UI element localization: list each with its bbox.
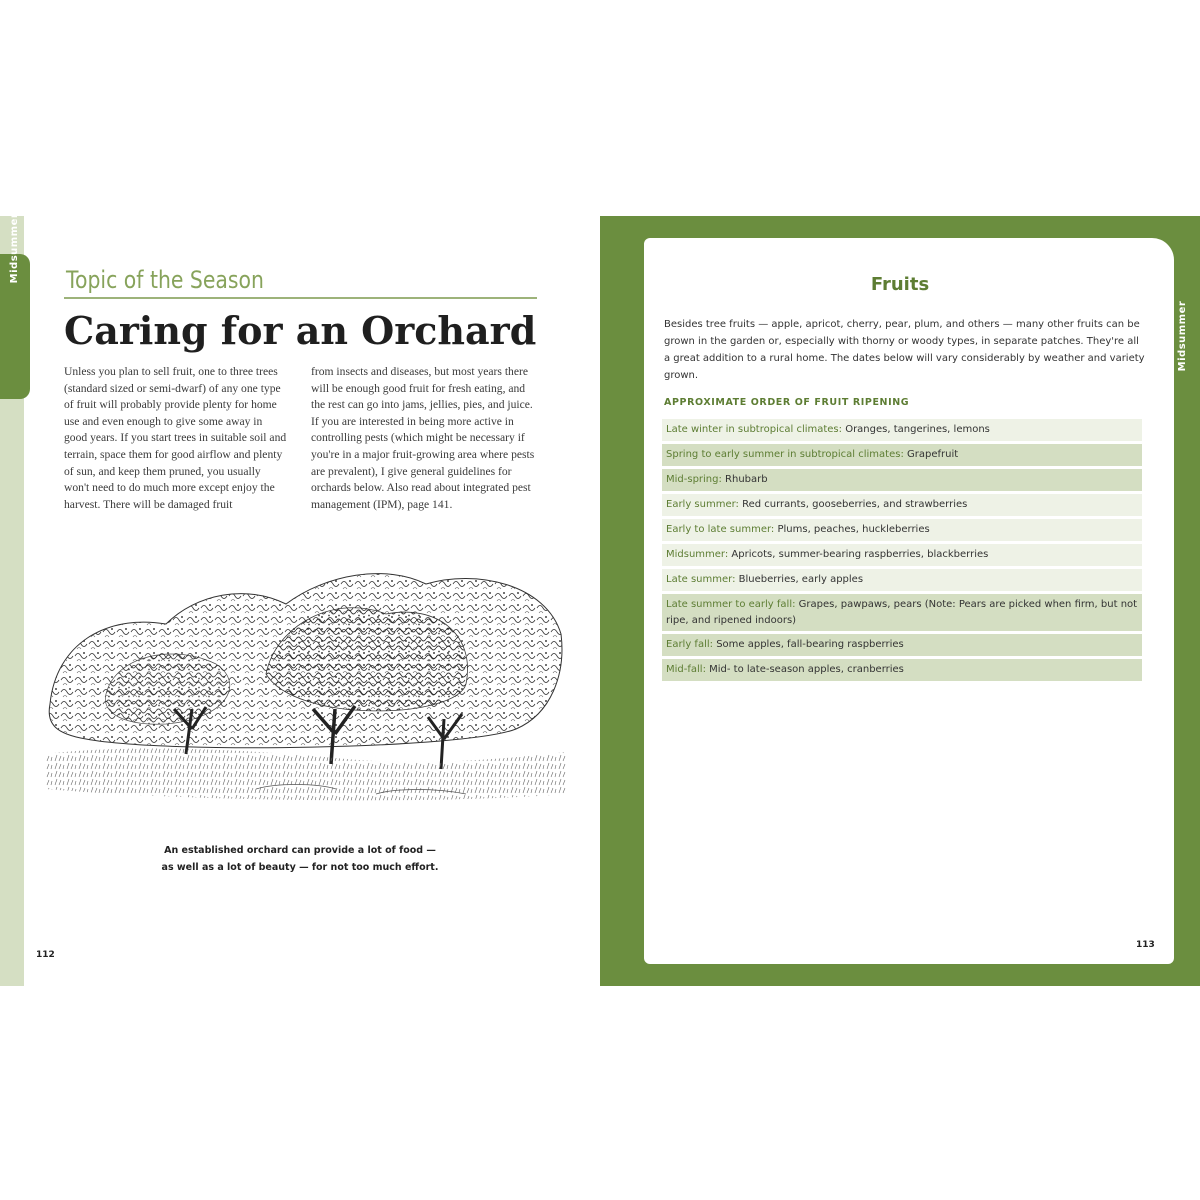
caption-line-2: as well as a lot of beauty — for not too much effort. xyxy=(161,862,439,873)
ripening-fruits: Oranges, tangerines, lemons xyxy=(842,424,990,435)
ripening-season: Early summer: xyxy=(666,499,739,510)
ripening-season: Mid-fall: xyxy=(666,664,706,675)
ripening-row xyxy=(662,569,1142,591)
ripening-row xyxy=(662,519,1142,541)
fruits-intro: Besides tree fruits — apple, apricot, cherry, pear, plum, and others — many other fruits can be grown in the garden or, especially with thorny or woody types, in separate patches. They're all a great addition to a rural home. The dates below will vary considerably by weather and variety grown. xyxy=(664,319,1145,381)
left-page xyxy=(0,212,600,986)
ripening-fruits: Mid- to late-season apples, cranberries xyxy=(705,664,904,675)
ripening-row xyxy=(662,469,1142,491)
page-number-left: 112 xyxy=(36,950,55,960)
ripening-season: Late winter in subtropical climates: xyxy=(666,424,843,435)
ripening-season: Mid-spring: xyxy=(666,474,722,485)
ripening-season: Late summer to early fall: xyxy=(666,599,796,610)
topic-label: Topic of the Season xyxy=(66,266,264,294)
ripening-season: Early to late summer: xyxy=(666,524,775,535)
ripening-list xyxy=(662,419,1142,684)
ripening-row xyxy=(662,594,1142,631)
ripening-row xyxy=(662,419,1142,441)
ripening-fruits: Rhubarb xyxy=(721,474,768,485)
ripening-fruits: Blueberries, early apples xyxy=(735,574,864,585)
ripening-fruits: Some apples, fall-bearing raspberries xyxy=(713,639,904,650)
ripening-season: Midsummer: xyxy=(666,549,729,560)
ripening-row xyxy=(662,659,1142,681)
ripening-fruits: Apricots, summer-bearing raspberries, blackberries xyxy=(728,549,989,560)
ripening-fruits: Grapes, pawpaws, pears (Note: Pears are picked when firm, but not ripe, and ripened indoors) xyxy=(666,599,1138,626)
ripening-season: Late summer: xyxy=(666,574,736,585)
orchard-illustration xyxy=(46,554,566,804)
ripening-row xyxy=(662,634,1142,656)
caption-line-1: An established orchard can provide a lot of food — xyxy=(164,845,436,856)
ripening-fruits: Plums, peaches, huckleberries xyxy=(774,524,930,535)
ripening-heading: APPROXIMATE ORDER OF FRUIT RIPENING xyxy=(664,397,910,408)
ripening-row xyxy=(662,444,1142,466)
page-number-right: 113 xyxy=(1136,940,1155,950)
left-section-tab-label: Midsummer xyxy=(9,212,20,284)
ripening-season: Early fall: xyxy=(666,639,714,650)
body-text-column-2: from insects and diseases, but most years there will be enough good fruit for fresh eating, and the rest can go into jams, jellies, pies, and juice. If you are interested in being more active in controlling pests (which might be necessary if you're in a major fruit-growing area where pests are prevalent), I give general guidelines for orchards below. Also read about integrated pest management (IPM), page 141. xyxy=(311,365,535,511)
ripening-season: Spring to early summer in subtropical climates: xyxy=(666,449,904,460)
page-title: Caring for an Orchard xyxy=(64,308,537,353)
fruits-heading: Fruits xyxy=(870,274,930,295)
right-section-tab-label: Midsummer xyxy=(1177,300,1188,372)
ripening-row xyxy=(662,544,1142,566)
right-page xyxy=(600,216,1200,986)
ripening-row xyxy=(662,494,1142,516)
body-text-column-1: Unless you plan to sell fruit, one to three trees (standard sized or semi-dwarf) of any one type of fruit will probably provide plenty for home use and even enough to give some away in good years. If you start trees in suitable soil and terrain, space them for good airflow and plenty of sun, and keep them pruned, you usually won't need to do much more except enjoy the harvest. There will be damaged fruit xyxy=(64,365,287,511)
ripening-fruits: Grapefruit xyxy=(903,449,959,460)
ripening-fruits: Red currants, gooseberries, and strawberries xyxy=(738,499,968,510)
topic-divider xyxy=(64,297,537,299)
illustration-caption xyxy=(160,842,440,876)
